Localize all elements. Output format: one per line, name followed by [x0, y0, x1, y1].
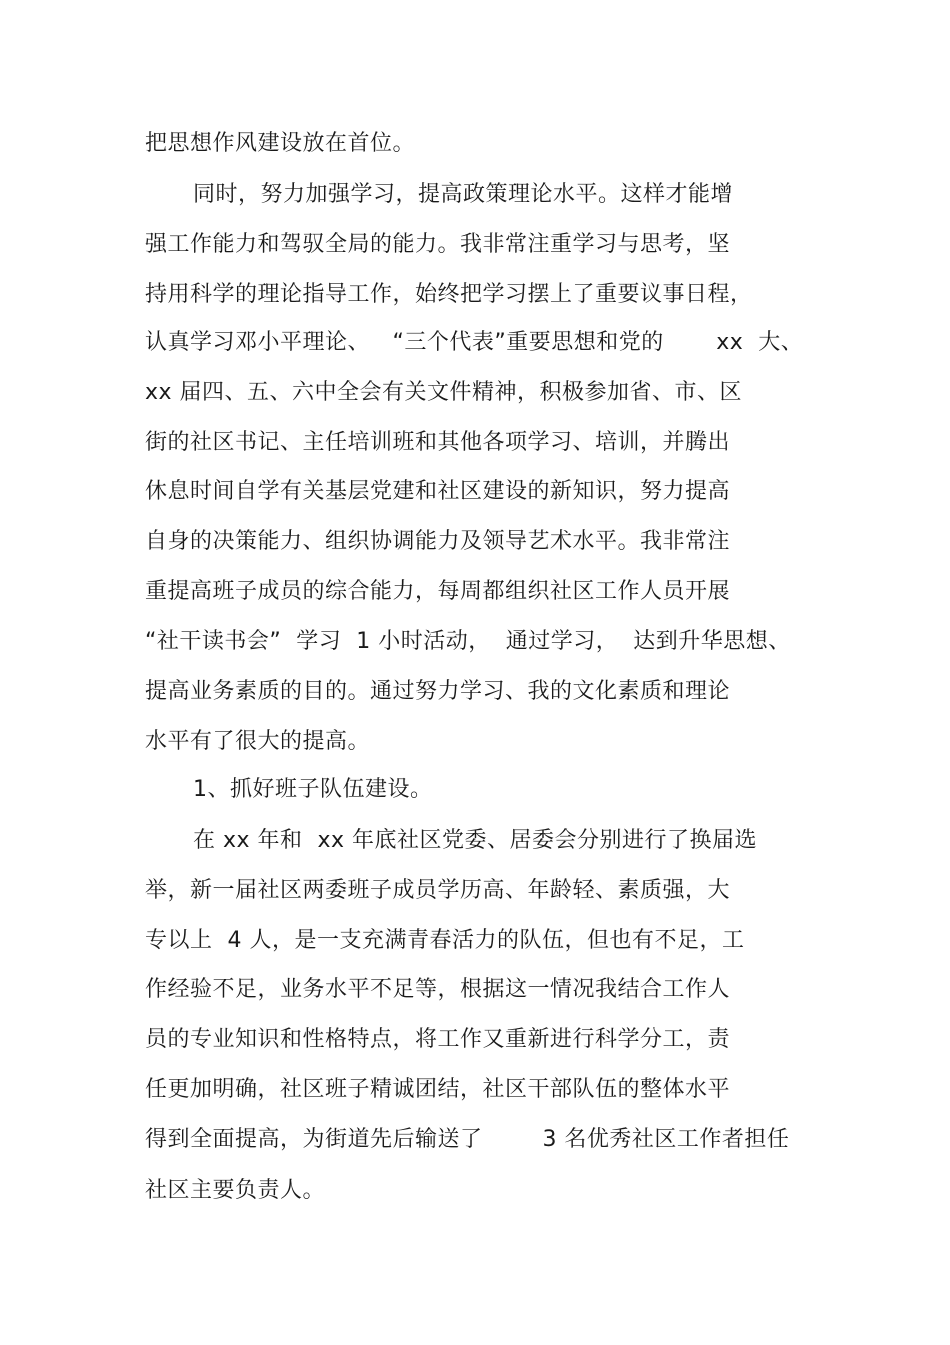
- paragraph-start-line: 同时，努力加强学习，提高政策理论水平。这样才能增: [193, 182, 734, 207]
- text-line: “社干读书会” 学习 1 小时活动， 通过学习， 达到升华思想、: [145, 629, 791, 654]
- text-line: 专以上 4 人，是一支充满青春活力的队伍，但也有不足，工: [145, 928, 745, 953]
- text-line: 认真学习邓小平理论、 “三个代表”重要思想和党的 xx 大、: [145, 330, 804, 355]
- text-line: 社区主要负责人。: [145, 1178, 326, 1203]
- text-line: 提高业务素质的目的。通过努力学习、我的文化素质和理论: [145, 679, 731, 704]
- text-line: 作经验不足，业务水平不足等，根据这一情况我结合工作人: [145, 977, 731, 1002]
- text-line: 把思想作风建设放在首位。: [145, 131, 416, 156]
- text-line: 任更加明确，社区班子精诚团结，社区干部队伍的整体水平: [145, 1077, 731, 1102]
- text-line: 持用科学的理论指导工作，始终把学习摆上了重要议事日程，: [145, 282, 753, 307]
- paragraph-start-line: 在 xx 年和 xx 年底社区党委、居委会分别进行了换届选: [193, 828, 758, 853]
- text-line: 重提高班子成员的综合能力，每周都组织社区工作人员开展: [145, 579, 731, 604]
- text-line: 举，新一届社区两委班子成员学历高、年龄轻、素质强，大: [145, 878, 731, 903]
- text-line: xx 届四、五、六中全会有关文件精神，积极参加省、市、区: [145, 380, 743, 405]
- text-line: 休息时间自学有关基层党建和社区建设的新知识，努力提高: [145, 479, 731, 504]
- text-line: 强工作能力和驾驭全局的能力。我非常注重学习与思考，坚: [145, 232, 731, 257]
- text-line: 自身的决策能力、组织协调能力及领导艺术水平。我非常注: [145, 529, 731, 554]
- text-line: 员的专业知识和性格特点，将工作又重新进行科学分工，责: [145, 1027, 731, 1052]
- text-line: 得到全面提高，为街道先后输送了 3 名优秀社区工作者担任: [145, 1127, 790, 1152]
- section-heading: 1、抓好班子队伍建设。: [193, 777, 433, 802]
- text-line: 街的社区书记、主任培训班和其他各项学习、培训，并腾出: [145, 430, 731, 455]
- text-line: 水平有了很大的提高。: [145, 729, 371, 754]
